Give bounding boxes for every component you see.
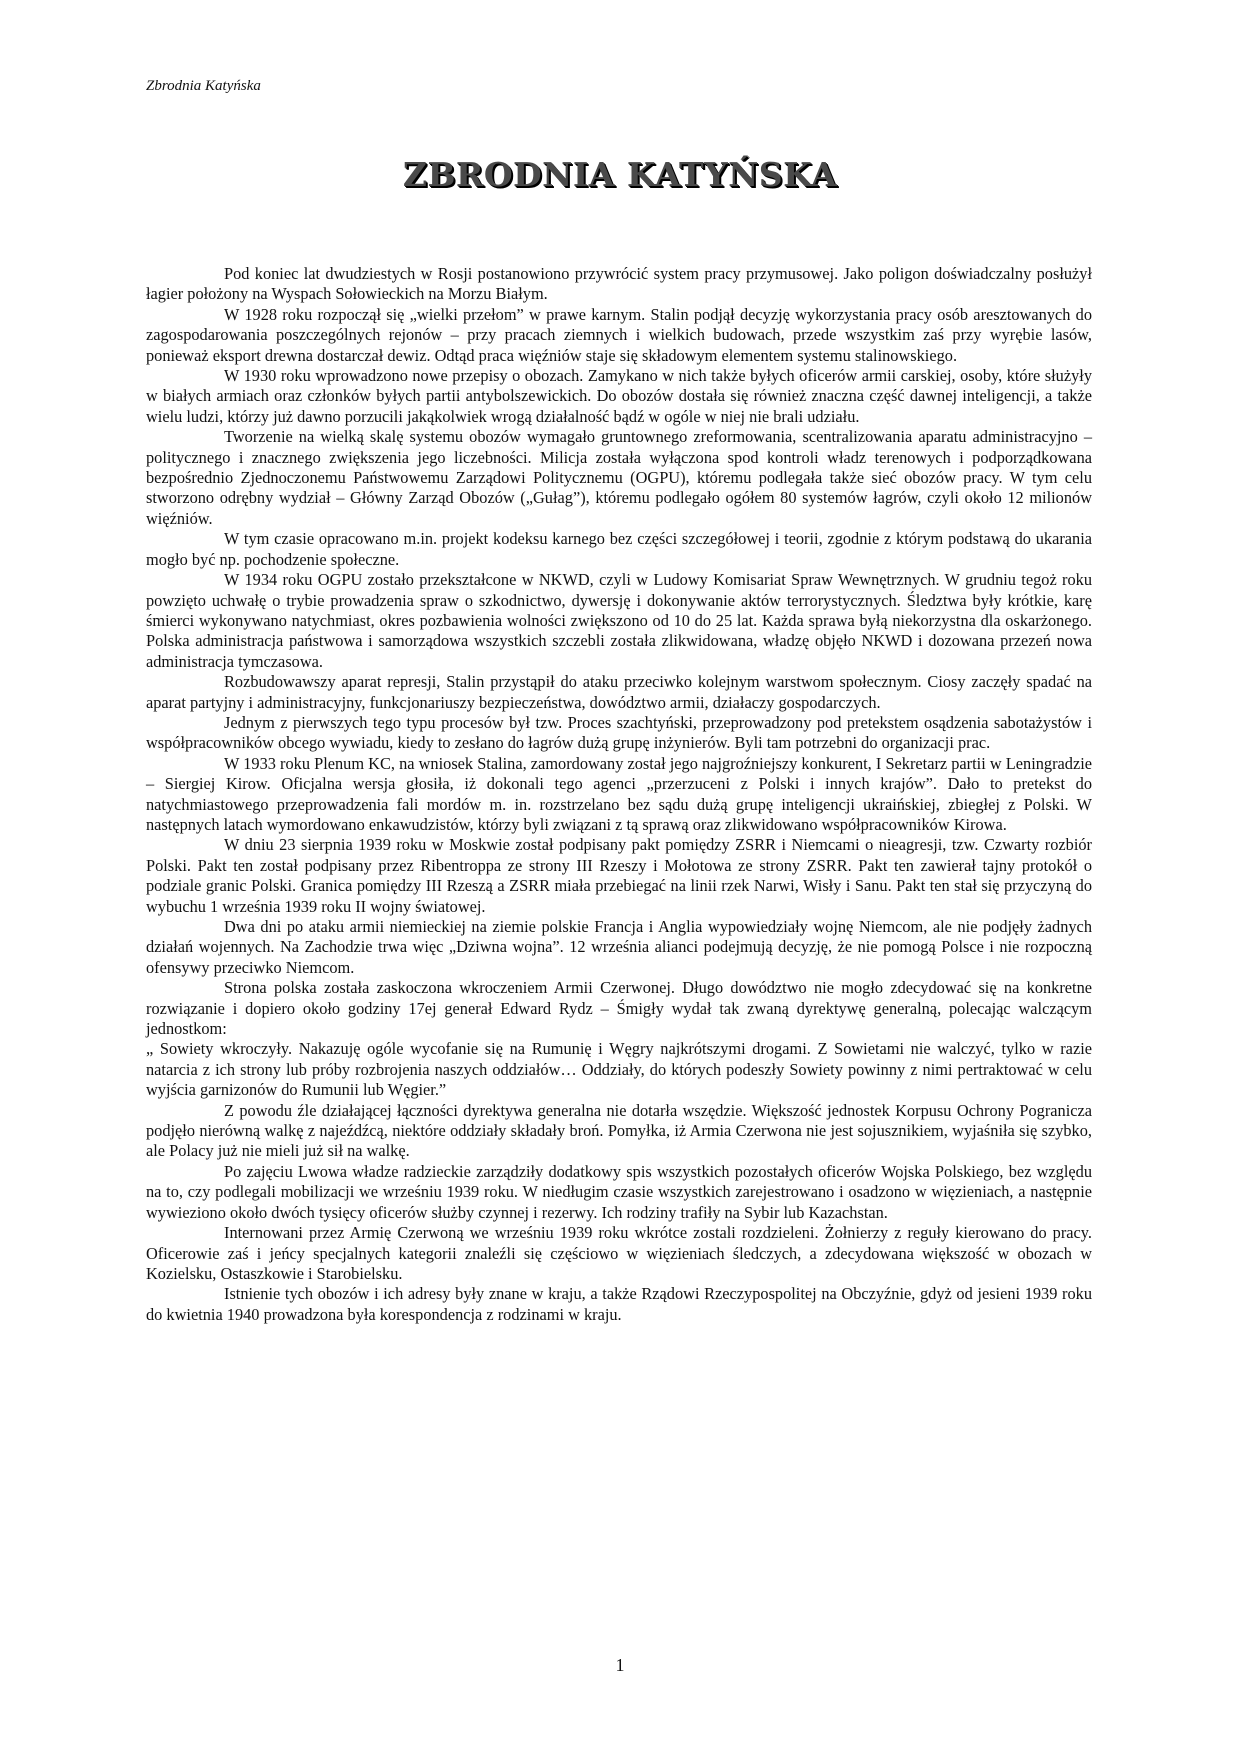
paragraph: Po zajęciu Lwowa władze radzieckie zarządziły dodatkowy spis wszystkich pozostałych oficerów Wojska Polskiego, bez względu na to, czy podlegali mobilizacji we wrześniu 1939 roku. W niedługim czasie wszystkich zarejestrowano i osadzono w więzieniach, a następnie wywieziono około dwóch tysięcy oficerów służby czynnej i rezerwy. Ich rodziny trafiły na Sybir lub Kazachstan.	[146, 1161, 1092, 1222]
paragraph: W 1928 roku rozpoczął się „wielki przełom” w prawe karnym. Stalin podjął decyzję wykorzystania pracy osób aresztowanych do zagospodarowania poszczególnych rejonów – przy pracach ziemnych i wielkich budowach, przede wszystkim zaś przy wyrębie lasów, ponieważ eksport drewna dostarczał dewiz. Odtąd praca więźniów staje się składowym elementem systemu stalinowskiego.	[146, 304, 1092, 365]
paragraph: Pod koniec lat dwudziestych w Rosji postanowiono przywrócić system pracy przymusowej. Jako poligon doświadczalny posłużył łagier położony na Wyspach Sołowieckich na Morzu Białym.	[146, 264, 1092, 304]
paragraph: Dwa dni po ataku armii niemieckiej na ziemie polskie Francja i Anglia wypowiedziały wojnę Niemcom, ale nie podjęły żadnych działań wojennych. Na Zachodzie trwa więc „Dziwna wojna”. 12 września alianci podejmują decyzję, że nie pomogą Polsce i nie rozpoczną ofensywy przeciwko Niemcom.	[146, 917, 1092, 977]
document-title: ZBRODNIA KATYŃSKA	[402, 155, 838, 194]
paragraph: Z powodu źle działającej łączności dyrektywa generalna nie dotarła wszędzie. Większość jednostek Korpusu Ochrony Pogranicza podjęło nierówną walkę z najeźdźcą, niektóre oddziały składały broń. Pomyłka, iż Armia Czerwona nie jest sojusznikiem, wyjaśniła się szybko, ale Polacy już nie mieli już sił na walkę.	[146, 1100, 1092, 1161]
paragraph: Strona polska została zaskoczona wkroczeniem Armii Czerwonej. Długo dowództwo nie mogło zdecydować się na konkretne rozwiązanie i dopiero około godziny 17ej generał Edward Rydz – Śmigły wydał tak zwaną dyrektywę generalną, polecając walczącym jednostkom:	[146, 978, 1092, 1039]
paragraph: W 1930 roku wprowadzono nowe przepisy o obozach. Zamykano w nich także byłych oficerów armii carskiej, osoby, które służyły w białych armiach oraz członków byłych partii antybolszewickich. Do obozów dostała się również znaczna część dawnej inteligencji, a także wielu ludzi, którzy już dawno porzucili jakąkolwiek wrogą działalność bądź w ogóle w niej nie brali udziału.	[146, 366, 1092, 426]
document-body	[146, 264, 1092, 1325]
directive-quote: „ Sowiety wkroczyły. Nakazuję ogóle wycofanie się na Rumunię i Węgry najkrótszymi drogami. Z Sowietami nie walczyć, tylko w razie natarcia z ich strony lub próby rozbrojenia naszych oddziałów… Oddziały, do których podeszły Sowiety powinny z nimi pertraktować w celu wyjścia garnizonów do Rumunii lub Węgier.”	[146, 1039, 1092, 1100]
paragraph: Istnienie tych obozów i ich adresy były znane w kraju, a także Rządowi Rzeczypospolitej na Obczyźnie, gdyż od jesieni 1939 roku do kwietnia 1940 prowadzona była korespondencja z rodzinami w kraju.	[146, 1284, 1092, 1324]
paragraph: W 1933 roku Plenum KC, na wniosek Stalina, zamordowany został jego najgroźniejszy konkurent, I Sekretarz partii w Leningradzie – Siergiej Kirow. Oficjalna wersja głosiła, iż dokonali tego agenci „przerzuceni z Polski i innych krajów”. Dało to pretekst do natychmiastowego przeprowadzenia fali mordów m. in. rozstrzelano bez sądu dużą grupę inteligencji ukraińskiej, zbiegłej z Polski. W następnych latach wymordowano enkawudzistów, którzy byli związani z tą sprawą oraz zlikwidowano współpracowników Kirowa.	[146, 753, 1092, 834]
paragraph: Jednym z pierwszych tego typu procesów był tzw. Proces szachtyński, przeprowadzony pod pretekstem osądzenia sabotażystów i współpracowników obcego wywiadu, kiedy to zesłano do łagrów dużą grupę inżynierów. Byli tam potrzebni do organizacji prac.	[146, 712, 1092, 753]
paragraph: W 1934 roku OGPU zostało przekształcone w NKWD, czyli w Ludowy Komisariat Spraw Wewnętrznych. W grudniu tegoż roku powzięto uchwałę o trybie prowadzenia spraw o szkodnictwo, dywersję i dokonywanie aktów terrorystycznych. Śledztwa były krótkie, karę śmierci wykonywano natychmiast, okres pozbawienia wolności zwiększono od 10 do 25 lat. Każda sprawa byłą niekorzystna dla oskarżonego. Polska administracja państwowa i samorządowa wszystkich szczebli została zlikwidowana, władzę objęło NKWD i dozowana przezeń nowa administracja tymczasowa.	[146, 570, 1092, 671]
paragraph: Tworzenie na wielką skalę systemu obozów wymagało gruntownego zreformowania, scentralizowania aparatu administracyjno – politycznego i znacznego zwiększenia jego liczebności. Milicja została wyłączona spod kontroli władz terenowych i podporządkowana bezpośrednio Zjednoczonemu Państwowemu Zarządowi Politycznemu (OGPU), któremu podlegała także sieć obozów pracy. W tym celu stworzono odrębny wydział – Główny Zarząd Obozów („Gułag”), któremu podlegało ogółem 80 systemów łagrów, czyli około 12 milionów więźniów.	[146, 427, 1092, 528]
page-number: 1	[615, 1655, 625, 1675]
paragraph: W dniu 23 sierpnia 1939 roku w Moskwie został podpisany pakt pomiędzy ZSRR i Niemcami o nieagresji, tzw. Czwarty rozbiór Polski. Pakt ten został podpisany przez Ribentroppa ze strony III Rzeszy i Mołotowa ze strony ZSRR. Pakt ten zawierał tajny protokół o podziale granic Polski. Granica pomiędzy III Rzeszą a ZSRR miała przebiegać na linii rzek Narwi, Wisły i Sanu. Pakt ten stał się przyczyną do wybuchu 1 września 1939 roku II wojny światowej.	[146, 835, 1092, 916]
paragraph: Internowani przez Armię Czerwoną we wrześniu 1939 roku wkrótce zostali rozdzieleni. Żołnierzy z reguły kierowano do pracy. Oficerowie zaś i jeńcy specjalnych kategorii znaleźli się częściowo w więzieniach śledczych, a zdecydowana większość w obozach w Kozielsku, Ostaszkowie i Starobielsku.	[146, 1223, 1092, 1283]
paragraph: Rozbudowawszy aparat represji, Stalin przystąpił do ataku przeciwko kolejnym warstwom społecznym. Ciosy zaczęły spadać na aparat partyjny i administracyjny, funkcjonariuszy bezpieczeństwa, dowództwo armii, działaczy gospodarczych.	[146, 672, 1092, 712]
running-header: Zbrodnia Katyńska	[146, 78, 261, 94]
paragraph: W tym czasie opracowano m.in. projekt kodeksu karnego bez części szczegółowej i teorii, zgodnie z którym podstawą do ukarania mogło być np. pochodzenie społeczne.	[146, 529, 1092, 569]
